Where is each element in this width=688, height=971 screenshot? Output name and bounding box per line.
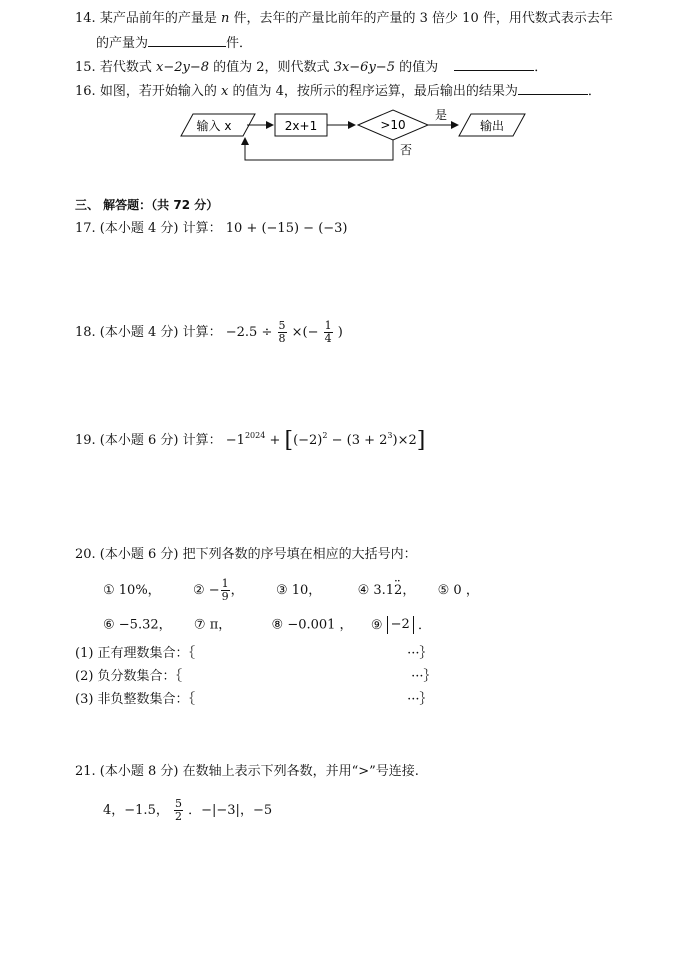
q18-post: ) xyxy=(337,325,343,340)
q19-plus: + xyxy=(269,433,285,448)
q17-label: 17. (本小题 4 分) 计算： xyxy=(75,221,222,236)
q15-mid: 的值为 2，则代数式 xyxy=(213,60,330,75)
q20-set-3-close: ···｝ xyxy=(407,692,433,707)
q16-period: ． xyxy=(587,84,601,99)
q14-line1 xyxy=(75,10,613,28)
q16-answer-blank[interactable] xyxy=(518,82,588,95)
q14-variable: n xyxy=(220,11,230,26)
q14-number: 14. xyxy=(75,11,96,26)
q16-number: 16. xyxy=(75,84,96,99)
yes-label: 是 xyxy=(434,108,448,122)
q21-fraction: $\frac{5}{2}$ xyxy=(174,797,182,823)
q15-period: ． xyxy=(534,60,548,75)
q20-item-9: ⑨ −2 ． xyxy=(370,617,431,633)
q15-end: 的值为 xyxy=(399,60,439,75)
q18-fraction-1: $\frac{5}{8}$ xyxy=(278,319,286,345)
q19-left-bracket: [ xyxy=(284,428,294,453)
q18-fraction-2: $\frac{1}{4}$ xyxy=(324,319,332,345)
no-label: 否 xyxy=(399,143,413,157)
q17-line xyxy=(75,220,348,238)
q18-mid: ×(− xyxy=(291,325,319,340)
q16-line xyxy=(75,82,601,101)
q18-line xyxy=(75,318,343,348)
q19-exp-2024: 2024 xyxy=(244,431,266,440)
q15-answer-blank[interactable] xyxy=(454,58,534,71)
q20-set-1-close: ···｝ xyxy=(407,646,433,661)
q21-numbers xyxy=(103,794,272,828)
q20-set-2-close: ···｝ xyxy=(411,669,437,684)
q19-right-bracket: ] xyxy=(416,428,426,453)
q20-set-1-label: (1) 正有理数集合：｛ xyxy=(75,646,196,661)
q15-number: 15. xyxy=(75,60,96,75)
q19-term-d: − (3 + 2 xyxy=(327,433,388,448)
q20-item-7: ⑦ π， xyxy=(193,617,232,633)
loop-back-arrow xyxy=(245,138,393,160)
q17-expression: 10 + (−15) − (−3) xyxy=(225,221,348,236)
q14-text-a: 某产品前年的产量是 xyxy=(99,11,217,26)
absolute-value: −2 xyxy=(387,616,414,634)
q15-expr2: 3x−6y−5 xyxy=(333,60,395,75)
q20-item-3: ③ 10， xyxy=(275,583,322,598)
q19-term-a: −1 xyxy=(225,433,245,448)
q14-line2 xyxy=(96,34,252,53)
q21-label: 21. (本小题 8 分) 在数轴上表示下列各数，并用“>”号连接. xyxy=(75,764,419,779)
q16-text-b: 的值为 4，按所示的程序运算，最后输出的结果为 xyxy=(232,84,518,99)
output-label: 输出 xyxy=(479,119,505,133)
q19-line xyxy=(75,427,426,453)
q19-exp-2: 2 xyxy=(322,431,328,440)
q20-item-1: ① 10%， xyxy=(103,583,161,598)
q15-expr1: x−2y−8 xyxy=(155,60,209,75)
q20-row2 xyxy=(103,616,431,635)
q20-item-6: ⑥ −5.32， xyxy=(103,617,172,633)
q16-text-a: 如图，若开始输入的 xyxy=(99,84,217,99)
q19-term-c: (−2) xyxy=(293,433,323,448)
q14-answer-blank[interactable] xyxy=(148,34,226,47)
q20-set-3-label: (3) 非负整数集合：｛ xyxy=(75,692,196,707)
operation-label: 2x+1 xyxy=(284,119,318,133)
input-label: 输入 x xyxy=(196,119,232,133)
q18-pre: −2.5 ÷ xyxy=(225,325,277,340)
condition-label: >10 xyxy=(380,118,406,132)
q20-set-1 xyxy=(75,645,432,663)
q19-term-e: )×2 xyxy=(392,433,417,448)
q16-variable: x xyxy=(220,84,229,99)
section-heading: 三、 解答题：（共 72 分） xyxy=(75,198,219,212)
q21-part-a: 4，−1.5， xyxy=(103,803,169,818)
q20-item-5: ⑤ 0 ， xyxy=(437,583,479,598)
q18-label: 18. (本小题 4 分) 计算： xyxy=(75,325,222,340)
q20-set-3 xyxy=(75,691,432,709)
q14-text-b: 件，去年的产量比前年的产量的 3 倍少 10 件，用代数式表示去年 xyxy=(233,11,613,26)
q20-row1 xyxy=(103,574,479,608)
q21-part-b: ．−|−3|，−5 xyxy=(188,803,273,818)
q14-unit: 件． xyxy=(226,36,253,51)
q19-exp-3: 3 xyxy=(387,431,393,440)
program-flowchart xyxy=(175,104,535,166)
q20-item-2: ② − $\frac{1}{9}$ ， xyxy=(192,577,244,603)
q14-line2-text: 的产量为 xyxy=(96,36,149,51)
q15-line xyxy=(75,58,547,77)
q19-label: 19. (本小题 6 分) 计算： xyxy=(75,433,222,448)
q20-set-2-label: (2) 负分数集合：｛ xyxy=(75,669,183,684)
q20-label: 20. (本小题 6 分) 把下列各数的序号填在相应的大括号内： xyxy=(75,547,417,562)
q20-item-4: ④ 3.1·· 2， xyxy=(358,583,416,598)
q20-item-8: ⑧ −0.001 ， xyxy=(271,617,353,633)
q15-text: 若代数式 xyxy=(99,60,152,75)
q20-set-2 xyxy=(75,668,436,686)
